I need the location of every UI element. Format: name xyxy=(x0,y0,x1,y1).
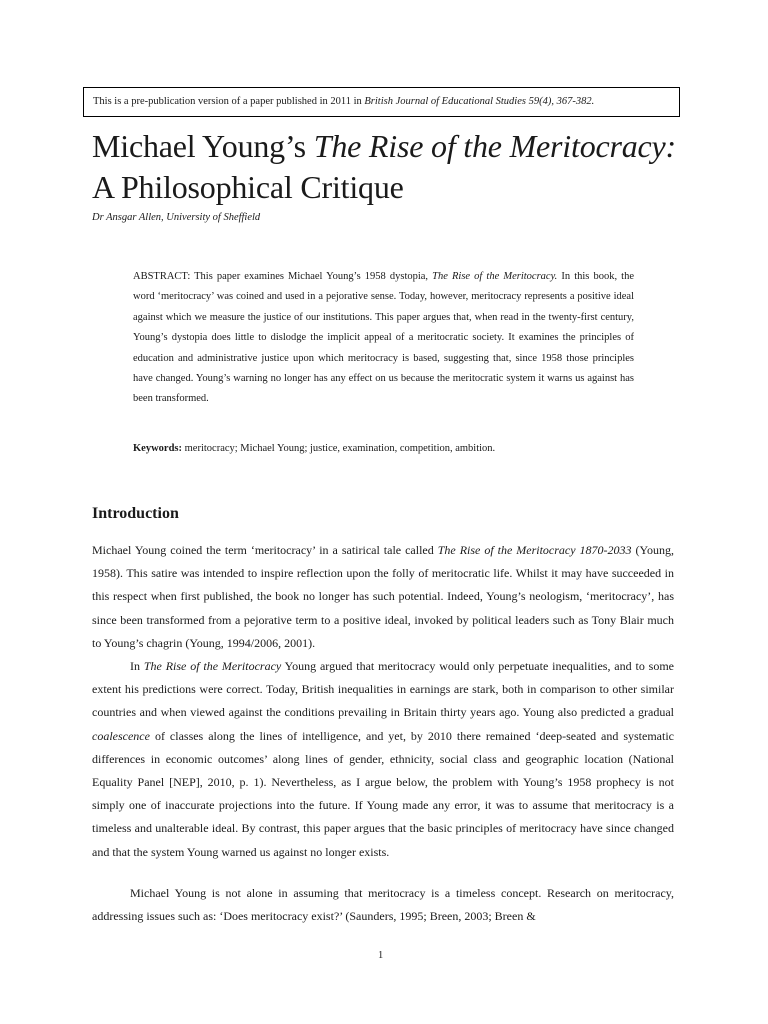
keywords-label: Keywords: xyxy=(133,443,182,454)
abstract xyxy=(133,267,634,410)
paragraph-1 xyxy=(92,539,674,655)
paragraph-3 xyxy=(92,882,674,928)
page-number: 1 xyxy=(378,950,384,961)
paragraph-2 xyxy=(92,655,674,864)
section-heading-introduction: Introduction xyxy=(92,505,179,522)
p1-book-title: The Rise of the Meritocracy 1870-2033 xyxy=(437,543,632,557)
p1-text-c: (Young, 1958). This satire was intended to inspire reflection upon the folly of meritocratic life. Whilst it may have succeeded in this respect when first published, the book no longer has such potential. Indeed, Young’s neologism, ‘meritocracy’, has since been transformed from a pejorative term to a positive ideal, invoked by political leaders such as Tony Blair much to Young’s chagrin (Young, 1994/2006, 2001). xyxy=(92,543,674,650)
p2-text-a: In xyxy=(130,659,144,673)
keywords-list: meritocracy; Michael Young; justice, examination, competition, ambition. xyxy=(182,443,496,454)
keywords xyxy=(133,439,643,459)
p3-text-a: Michael Young is not alone in assuming that meritocracy is a timeless concept. Research on meritocracy, addressing issues such as: ‘Does meritocracy exist?’ (Saunders, 1995; Breen, 2003; Breen & xyxy=(92,886,674,924)
paper-title xyxy=(92,126,692,208)
publication-notice xyxy=(83,87,680,117)
title-line1-plain: Michael Young’s xyxy=(92,128,314,164)
p2-text-e: of classes along the lines of intelligence, and yet, by 2010 there remained ‘deep-seated and systematic differences in economic outcomes’ along lines of gender, ethnicity, social class and geographic location (National Equality Panel [NEP], 2010, p. 1). Nevertheless, as I argue below, the problem with Young’s 1958 prophecy is not simply one of inaccurate projections into the future. If Young made any error, it was to assume that meritocracy is a timeless and unalterable ideal. By contrast, this paper argues that the basic principles of meritocracy have since changed and that the system Young warned us against no longer exists. xyxy=(92,728,674,859)
author-line: Dr Ansgar Allen, University of Sheffield xyxy=(92,212,261,223)
p1-text-a: Michael Young coined the term ‘meritocracy’ in a satirical tale called xyxy=(92,543,438,557)
abstract-lead: ABSTRACT: This paper examines Michael Young’s 1958 dystopia, xyxy=(133,271,433,282)
p2-text-c: Young argued that meritocracy would only perpetuate inequalities, and to some extent his predictions were correct. Today, British inequalities in earnings are stark, both in comparison to other similar countries and when viewed against the conditions prevailing in Britain thirty years ago. Young also predicted a gradual xyxy=(92,659,675,720)
abstract-book-title: The Rise of the Meritocracy. xyxy=(432,271,558,282)
title-line2: A Philosophical Critique xyxy=(92,169,404,205)
abstract-body: In this book, the word ‘meritocracy’ was coined and used in a pejorative sense. Today, however, meritocracy represents a positive ideal against which we measure the justice of our institutions. This paper argues that, when read in the twenty-first century, Young’s dystopia does little to dislodge the implicit appeal of a meritocratic society. It examines the principles of education and administrative justice upon which meritocracy is based, suggesting that, since 1958 those principles have changed. Young’s warning no longer has any effect on us because the meritocratic system it warns us against has been transformed. xyxy=(133,271,635,405)
p2-book-title: The Rise of the Meritocracy xyxy=(143,659,282,673)
notice-prefix: This is a pre-publication version of a paper published in 2011 in xyxy=(93,96,365,107)
title-line1-italic: The Rise of the Meritocracy: xyxy=(313,128,677,164)
notice-journal: British Journal of Educational Studies 59(4), 367-382. xyxy=(364,96,595,107)
p2-coalescence: coalescence xyxy=(92,728,150,743)
